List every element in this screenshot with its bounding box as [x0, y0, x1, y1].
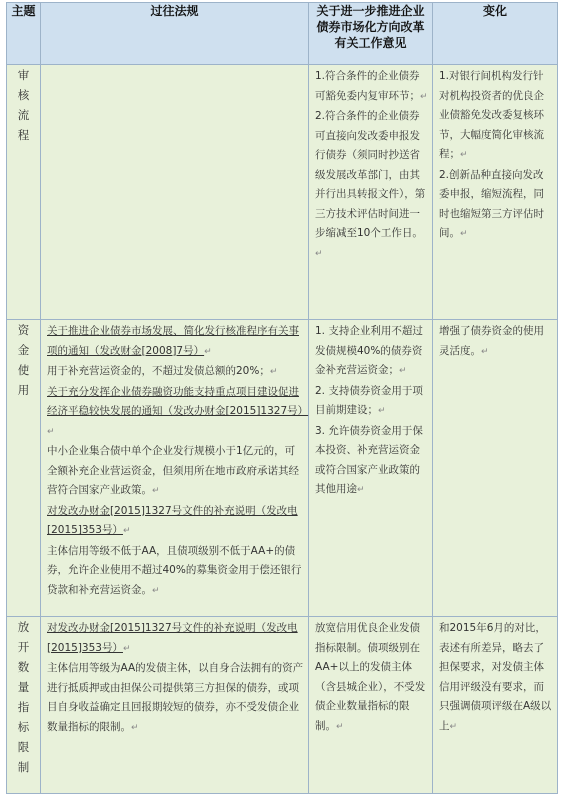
topic-char: 制	[17, 760, 30, 774]
paragraph: 关于推进企业债券市场发展、简化发行核准程序有关事项的通知（发改财金[2008]7号）↵	[47, 325, 299, 357]
paragraph: 2.符合条件的企业债券可直接向发改委申报发行债券（须同时抄送省级发展改革部门，由其并行出具转报文件），第三方技术评估时间进一步缩减至10个工作日。↵	[315, 110, 426, 259]
topic-char: 放	[17, 620, 30, 634]
paragraph: 1.对银行间机构发行针对机构投资者的优良企业债豁免发改委复核环节，大幅度简化审核流程；↵	[439, 70, 544, 160]
table-row	[7, 617, 558, 794]
table-row	[7, 65, 558, 320]
topic-char: 用	[17, 383, 30, 397]
topic-char: 使	[17, 363, 30, 377]
opinion-text	[309, 65, 432, 266]
change-text	[433, 65, 557, 247]
change-cell	[433, 617, 558, 794]
topic-cell	[7, 320, 41, 617]
topic-label	[7, 320, 40, 400]
change-text	[433, 320, 557, 364]
opinion-cell	[309, 65, 433, 320]
paragraph: 2. 支持债券资金用于项目前期建设；↵	[315, 384, 423, 416]
topic-char: 程	[17, 128, 30, 142]
paragraph: 1. 支持企业利用不超过发债规模40%的债券资金补充营运资金；↵	[315, 325, 423, 376]
header-topic: 主题	[7, 3, 41, 65]
topic-char: 审	[17, 68, 30, 82]
past-text	[41, 320, 308, 603]
topic-char: 金	[17, 343, 30, 357]
past-text	[41, 65, 308, 69]
topic-char: 指	[17, 700, 30, 714]
past-cell	[41, 65, 309, 320]
paragraph: 和2015年6月的对比，表述有所差异，略去了担保要求，对发债主体信用评级没有要求，而只强调债项评级在A级以上↵	[439, 622, 552, 732]
table-row	[7, 320, 558, 617]
change-cell	[433, 65, 558, 320]
paragraph: 3. 允许债券资金用于保本投资、补充营运资金或符合国家产业政策的其他用途↵	[315, 424, 423, 495]
opinion-text	[309, 320, 432, 503]
topic-char: 开	[17, 640, 30, 654]
topic-cell	[7, 65, 41, 320]
paragraph: 对发改办财金[2015]1327号文件的补充说明（发改电[2015]353号）↵	[47, 504, 298, 536]
paragraph: 用于补充营运资金的，不超过发债总额的20%；↵	[47, 365, 278, 377]
topic-char: 限	[17, 740, 30, 754]
change-cell	[433, 320, 558, 617]
paragraph: 主体信用等级不低于AA，且债项级别不低于AA+的债券，允许企业使用不超过40%的募集资金用于偿还银行贷款和补充营运资金。↵	[47, 544, 302, 596]
past-cell	[41, 320, 309, 617]
paragraph: 主体信用等级为AA的发债主体，以自身合法拥有的资产进行抵质押或由担保公司提供第三方担保的债券，或项目自身收益确定且回报期较短的债券，亦不受发债企业数量指标的限制。↵	[47, 662, 304, 733]
header-opinion: 关于进一步推进企业债券市场化方向改革有关工作意见	[309, 3, 433, 65]
opinion-cell	[309, 617, 433, 794]
paragraph: 1.符合条件的企业债券可豁免委内复审环节；↵	[315, 70, 428, 102]
topic-char: 量	[17, 680, 30, 694]
paragraph: 增强了债券资金的使用灵活度。↵	[439, 325, 544, 357]
header-change: 变化	[433, 3, 558, 65]
topic-char: 流	[17, 108, 30, 122]
topic-char: 数	[17, 660, 30, 674]
past-cell	[41, 617, 309, 794]
paragraph: 2.创新品种直接向发改委申报，缩短流程，同时也缩短第三方评估时间。↵	[439, 168, 544, 239]
paragraph: 关于充分发挥企业债券融资功能支持重点项目建设促进经济平稳较快发展的通知（发改办财金[2015]1327号）↵	[47, 385, 309, 437]
past-text	[41, 617, 308, 740]
change-text	[433, 617, 557, 739]
topic-char: 核	[17, 88, 30, 102]
paragraph: 对发改办财金[2015]1327号文件的补充说明（发改电[2015]353号）↵	[47, 622, 298, 654]
header-past-regulations: 过往法规	[41, 3, 309, 65]
topic-char: 标	[17, 720, 30, 734]
topic-label	[7, 617, 40, 777]
topic-char: 资	[17, 323, 30, 337]
opinion-cell	[309, 320, 433, 617]
opinion-text	[309, 617, 432, 739]
topic-cell	[7, 617, 41, 794]
paragraph: 中小企业集合债中单个企业发行规模小于1亿元的，可全额补充企业营运资金，但须用所在地市政府承诺其经营符合国家产业政策。↵	[47, 445, 299, 496]
header-row	[7, 3, 558, 65]
topic-label	[7, 65, 40, 145]
policy-comparison-table	[6, 2, 558, 794]
paragraph: 放宽信用优良企业发债指标限制。债项级别在AA+以上的发债主体（含县城企业），不受发债企业数量指标的限制。↵	[315, 622, 426, 732]
